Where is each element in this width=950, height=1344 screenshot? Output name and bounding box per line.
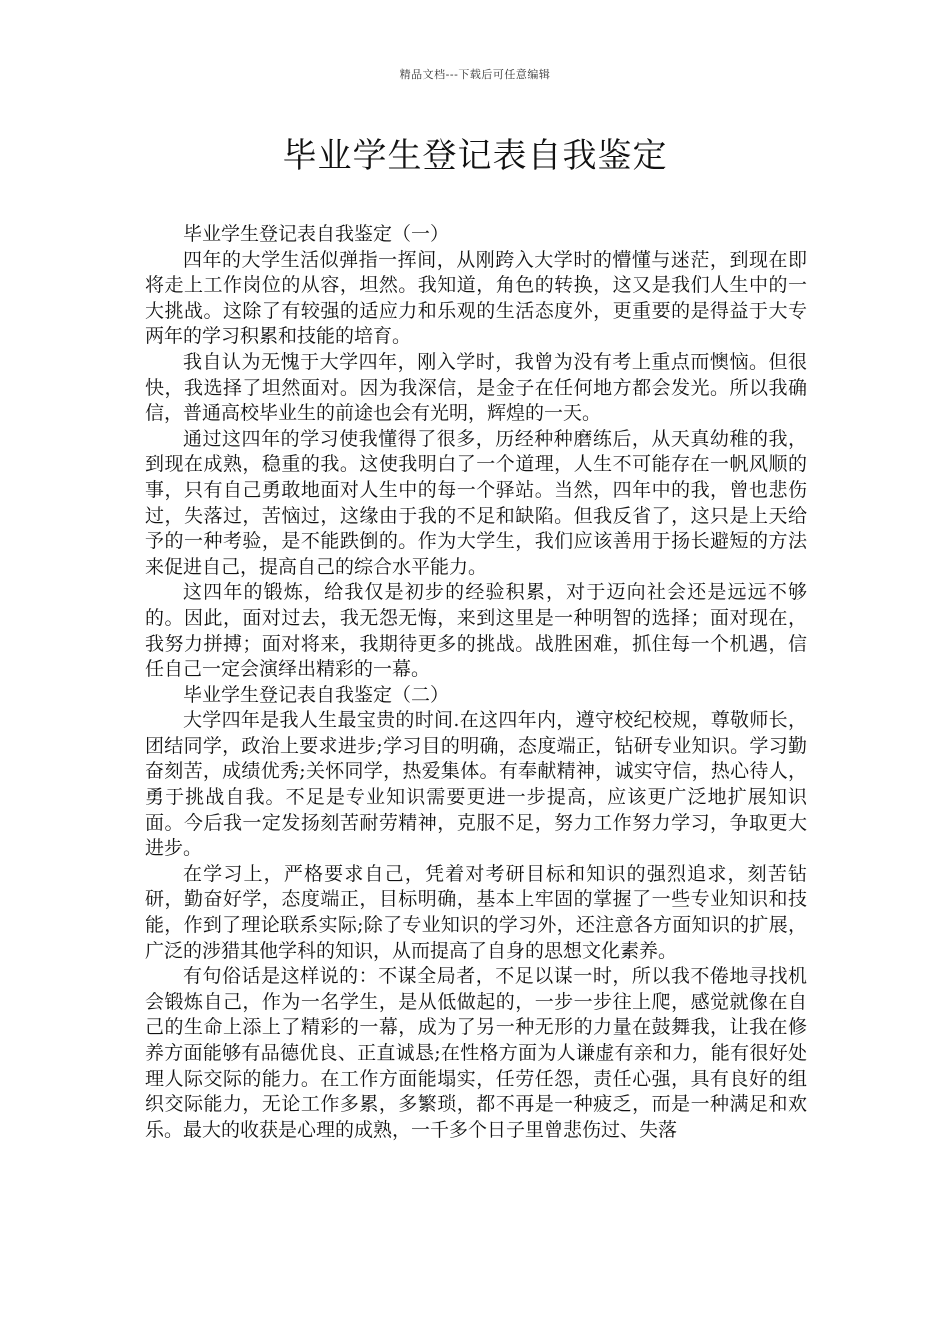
paragraph: 有句俗话是这样说的：不谋全局者，不足以谋一时，所以我不倦地寻找机会锻炼自己，作为一名学生，是从低做起的，一步一步往上爬，感觉就像在自己的生命上添上了精彩的一幕，成为了另一种无形的力量在鼓舞我，让我在修养方面能够有品德优良、正直诚恳;在性格方面为人谦虚有亲和力，能有很好处理人际交际的能力。在工作方面能塌实，任劳任怨，责任心强，具有良好的组织交际能力，无论工作多累，多繁琐，都不再是一种疲乏，而是一种满足和欢乐。最大的收获是心理的成熟，一千多个日子里曾悲伤过、失落 (145, 965, 807, 1141)
section-heading-1: 毕业学生登记表自我鉴定（一） (183, 223, 450, 245)
document-body (145, 222, 807, 1143)
paragraph: 这四年的锻炼，给我仅是初步的经验积累，对于迈向社会还是远远不够的。因此，面对过去，我无怨无悔，来到这里是一种明智的选择；面对现在，我努力拼搏；面对将来，我期待更多的挑战。战胜困难，抓住每一个机遇，信任自己一定会演绎出精彩的一幕。 (145, 581, 807, 681)
section-heading-2: 毕业学生登记表自我鉴定（二） (183, 683, 450, 706)
paragraph: 在学习上，严格要求自己，凭着对考研目标和知识的强烈追求，刻苦钻研，勤奋好学，态度端正，目标明确，基本上牢固的掌握了一些专业知识和技能，作到了理论联系实际;除了专业知识的学习外，还注意各方面知识的扩展，广泛的涉猎其他学科的知识，从而提高了自身的思想文化素养。 (145, 862, 807, 962)
paragraph: 我自认为无愧于大学四年，刚入学时，我曾为没有考上重点而懊恼。但很快，我选择了坦然面对。因为我深信，是金子在任何地方都会发光。所以我确信，普通高校毕业生的前途也会有光明，辉煌的一天。 (145, 350, 807, 425)
header-note: 精品文档---下载后可任意编辑 (399, 68, 551, 81)
document-title: 毕业学生登记表自我鉴定 (282, 136, 668, 176)
paragraph: 通过这四年的学习使我懂得了很多，历经种种磨练后，从天真幼稚的我，到现在成熟，稳重的我。这使我明白了一个道理，人生不可能存在一帆风顺的事，只有自己勇敢地面对人生中的每一个驿站。当然，四年中的我，曾也悲伤过，失落过，苦恼过，这缘由于我的不足和缺陷。但我反省了，这只是上天给予的一种考验，是不能跌倒的。作为大学生，我们应该善用于扬长避短的方法来促进自己，提高自己的综合水平能力。 (145, 427, 807, 578)
paragraph: 四年的大学生活似弹指一挥间，从刚跨入大学时的懵懂与迷茫，到现在即将走上工作岗位的从容，坦然。我知道，角色的转换，这又是我们人生中的一大挑战。这除了有较强的适应力和乐观的生活态度外，更重要的是得益于大专两年的学习积累和技能的培育。 (145, 248, 807, 348)
paragraph: 大学四年是我人生最宝贵的时间.在这四年内，遵守校纪校规，尊敬师长，团结同学，政治上要求进步;学习目的明确，态度端正，钻研专业知识。学习勤奋刻苦，成绩优秀;关怀同学，热爱集体。有奉献精神，诚实守信，热心待人，勇于挑战自我。不足是专业知识需要更进一步提高，应该更广泛地扩展知识面。今后我一定发扬刻苦耐劳精神，克服不足，努力工作努力学习，争取更大进步。 (145, 709, 807, 860)
